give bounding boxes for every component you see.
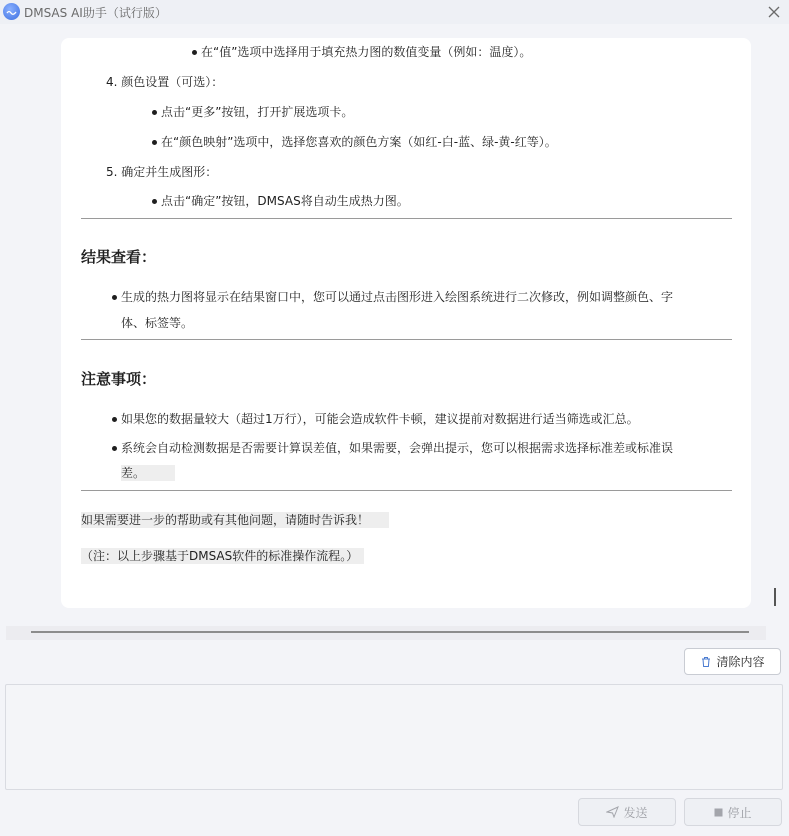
close-icon[interactable] <box>764 2 784 22</box>
list-item: 如果您的数据量较大（超过1万行），可能会造成软件卡顿，建议提前对数据进行适当筛选或汇总。 <box>121 412 639 426</box>
section-heading-results: 结果查看： <box>81 248 157 266</box>
step-title: 4. 颜色设置（可选）： <box>106 75 224 89</box>
send-label: 发送 <box>623 805 648 820</box>
window-title: DMSAS AI助手（试行版） <box>24 6 167 20</box>
list-item-continuation: 差。 <box>121 465 175 481</box>
stop-button[interactable] <box>684 798 782 826</box>
divider <box>81 218 732 219</box>
footnote-text: （注：以上步骤基于DMSAS软件的标准操作流程。） <box>81 548 364 564</box>
message-input-box[interactable] <box>5 684 783 790</box>
vertical-scrollbar[interactable] <box>774 588 776 606</box>
clear-content-label: 清除内容 <box>716 655 765 669</box>
trash-icon <box>700 656 712 668</box>
step-title: 5. 确定并生成图形： <box>106 165 218 179</box>
stop-label: 停止 <box>727 805 752 820</box>
list-item: 点击“确定”按钮，DMSAS将自动生成热力图。 <box>161 194 409 208</box>
divider <box>81 339 732 340</box>
list-item: 在“颜色映射”选项中，选择您喜欢的颜色方案（如红-白-蓝、绿-黄-红等）。 <box>161 135 557 149</box>
chat-response-panel <box>61 38 751 608</box>
list-item: 生成的热力图将显示在结果窗口中，您可以通过点击图形进入绘图系统进行二次修改，例如调整颜色、字 <box>121 290 674 304</box>
section-heading-notes: 注意事项： <box>81 370 157 388</box>
divider <box>81 490 732 491</box>
closing-text: 如果需要进一步的帮助或有其他问题，请随时告诉我！ <box>81 512 389 528</box>
horizontal-scrollbar[interactable] <box>31 631 749 633</box>
list-item: 点击“更多”按钮，打开扩展选项卡。 <box>161 105 354 119</box>
clear-content-button[interactable] <box>684 648 781 675</box>
title-bar <box>0 0 789 24</box>
list-item-continuation: 体、标签等。 <box>121 316 194 330</box>
app-logo-icon <box>3 3 20 20</box>
assistant-message <box>61 38 751 608</box>
send-icon <box>606 806 619 818</box>
message-input[interactable] <box>6 685 782 789</box>
send-button[interactable] <box>578 798 676 826</box>
horizontal-scrollbar-track <box>6 626 766 640</box>
list-item: 在“值”选项中选择用于填充热力图的数值变量（例如：温度）。 <box>201 45 532 59</box>
stop-icon <box>714 808 723 817</box>
list-item: 系统会自动检测数据是否需要计算误差值，如果需要，会弹出提示，您可以根据需求选择标准差或标准误 <box>121 441 674 455</box>
